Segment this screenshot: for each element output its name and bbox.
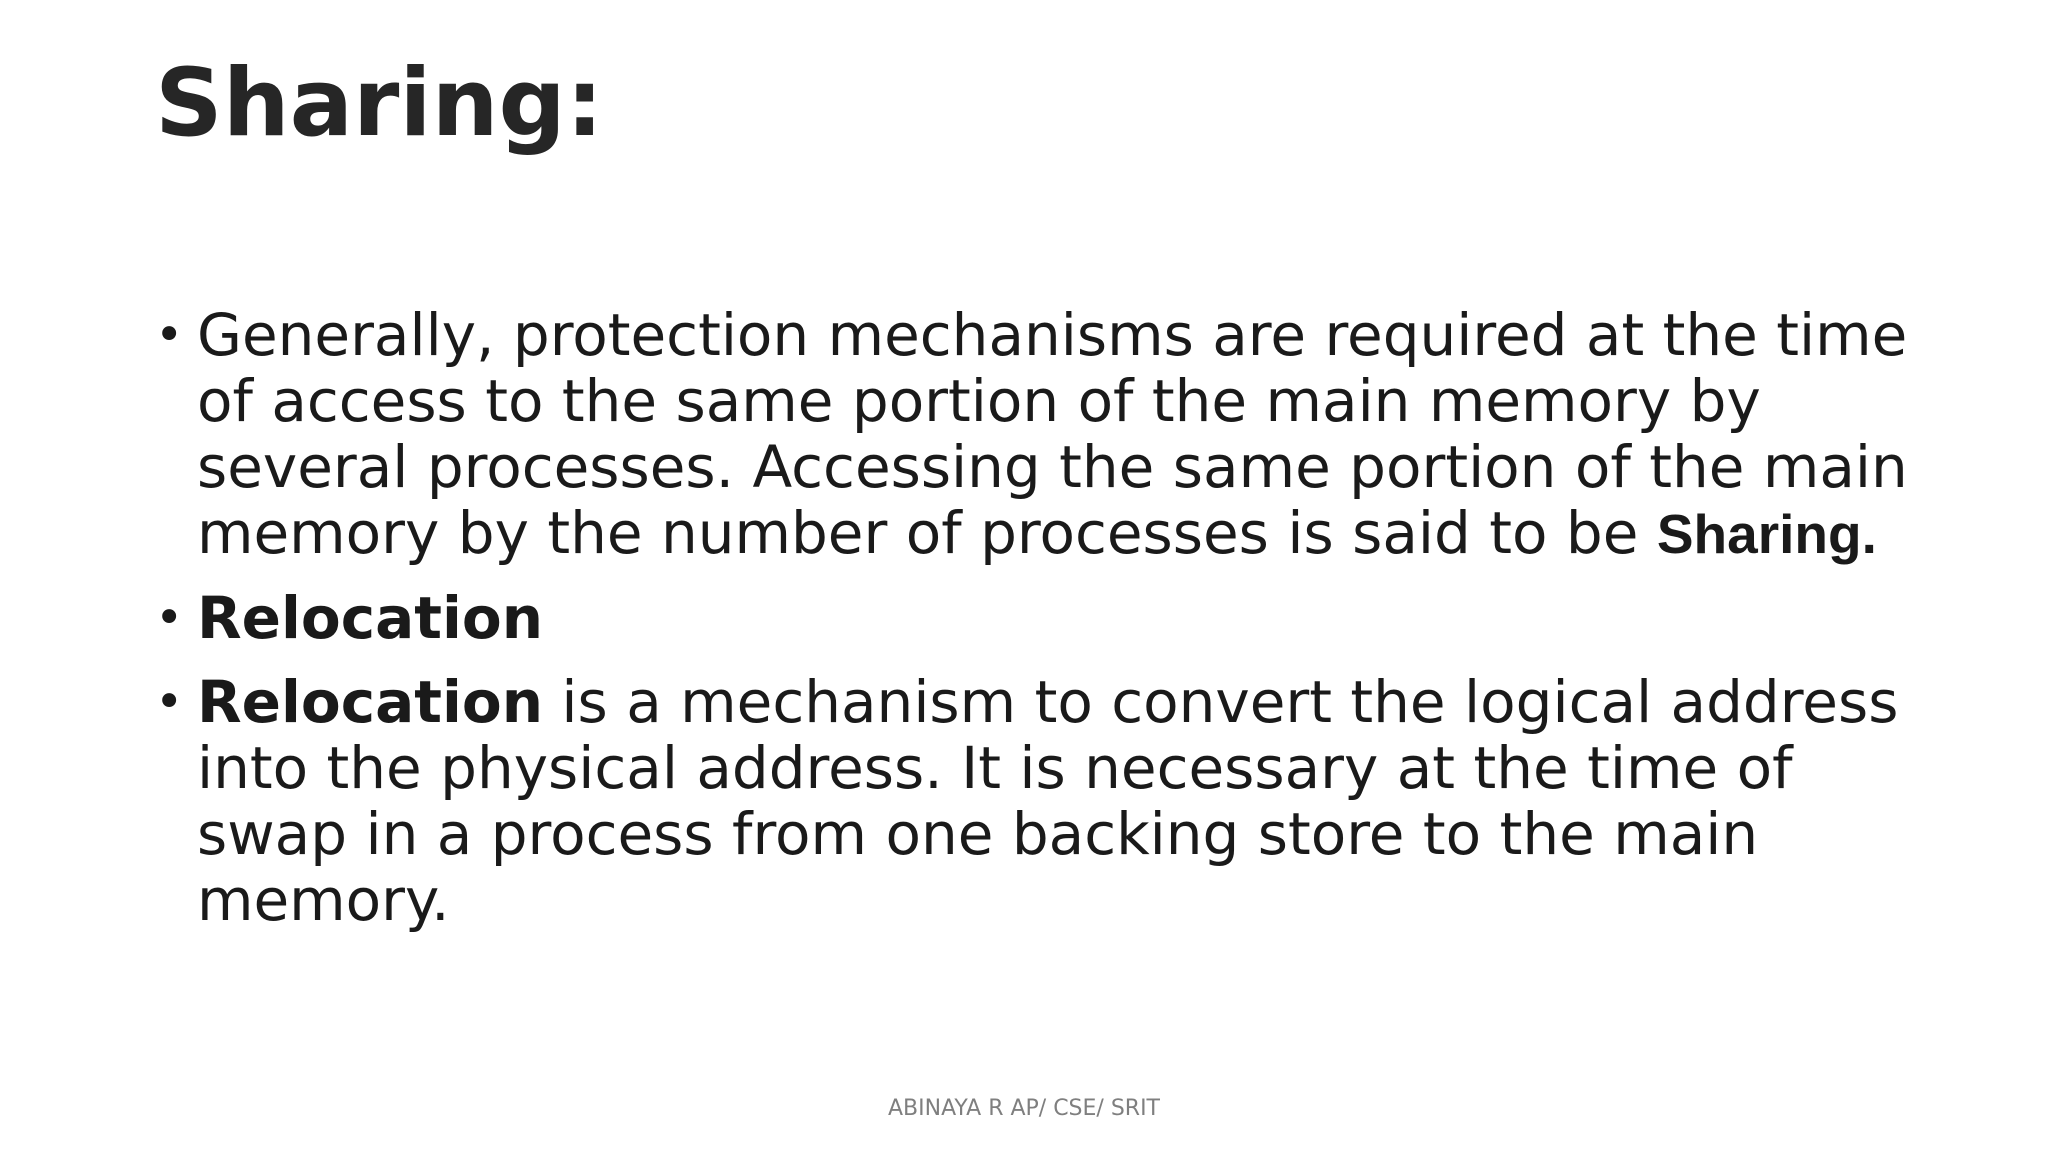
bullet-emphasis: Relocation <box>197 584 543 652</box>
bullet-dot-icon: • <box>155 590 184 646</box>
bullet-dot-icon: • <box>155 307 184 363</box>
bullet-dot-icon: • <box>155 674 184 730</box>
bullet-item-sharing <box>155 302 1955 567</box>
bullet-tail: . <box>1861 503 1877 565</box>
bullet-list <box>155 302 1955 933</box>
bullet-text: is a mechanism to convert the logical address into the physical address. It is necessary at the time of swap in a process from one backing store to the main memory. <box>197 668 1899 934</box>
slide-title: Sharing: <box>155 49 604 158</box>
bullet-text: Generally, protection mechanisms are required at the time of access to the same portion of the main memory by several processes. Accessing the same portion of the main memory by the number of processes is said to be <box>197 301 1908 567</box>
bullet-emphasis: Sharing <box>1656 503 1862 565</box>
bullet-emphasis: Relocation <box>197 668 543 736</box>
bullet-item-relocation-definition <box>155 669 1955 933</box>
slide-footer: ABINAYA R AP/ CSE/ SRIT <box>887 1096 1160 1121</box>
bullet-item-relocation-heading <box>155 585 1955 651</box>
